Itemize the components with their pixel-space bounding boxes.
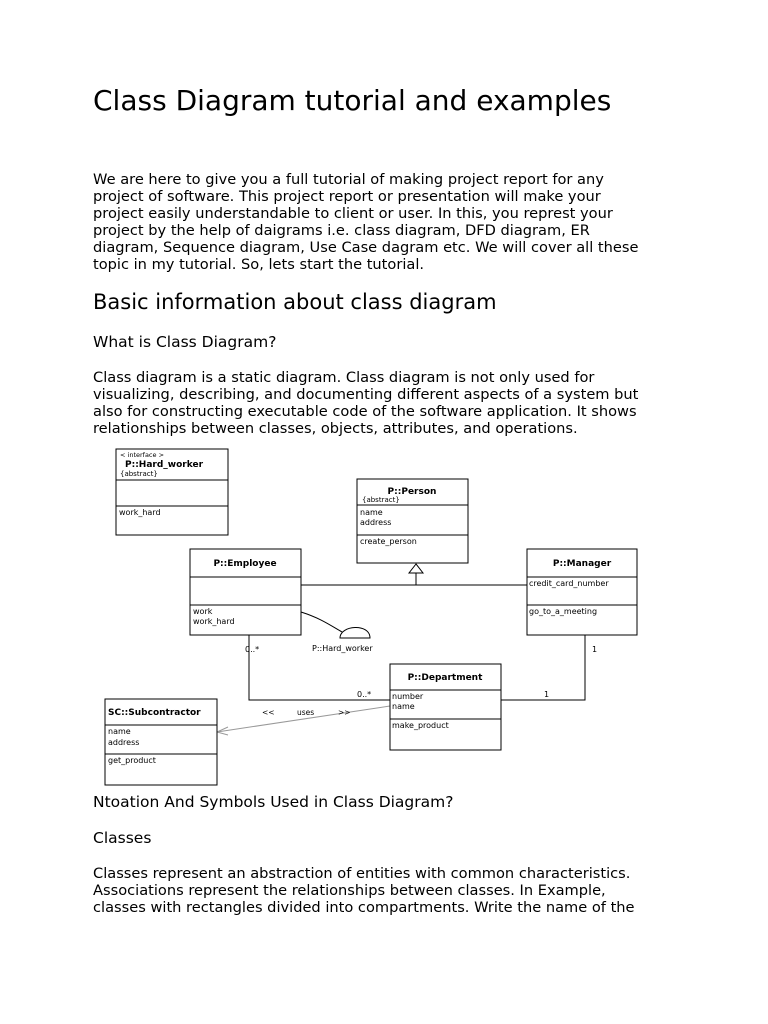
class-attribute: credit_card_number	[529, 579, 609, 588]
what-paragraph	[93, 369, 693, 437]
multiplicity-manager-department: 1	[544, 690, 550, 699]
page-title: Class Diagram tutorial and examples	[93, 84, 612, 117]
class-employee	[190, 549, 301, 635]
what-line: also for constructing executable code of the software application. It shows	[93, 403, 637, 420]
class-operation: go_to_a_meeting	[529, 607, 598, 616]
intro-line: project by the help of daigrams i.e. class diagram, DFD diagram, ER	[93, 222, 590, 239]
realization-line	[301, 612, 342, 632]
interface-label: P::Hard_worker	[312, 644, 373, 653]
uses-open-guillemet: <<	[262, 708, 275, 717]
class-diagram	[100, 445, 645, 790]
class-subcontractor	[105, 699, 217, 785]
classes-heading: Classes	[93, 829, 152, 847]
class-name: P::Hard_worker	[125, 460, 204, 470]
class-operation: work	[193, 607, 213, 616]
class-note: {abstract}	[120, 470, 158, 478]
uses-label: uses	[297, 708, 315, 717]
class-attribute: name	[392, 702, 415, 711]
classes-line: Classes represent an abstraction of entities with common characteristics.	[93, 865, 631, 882]
class-operation: work_hard	[119, 508, 161, 517]
class-name: P::Manager	[552, 559, 612, 569]
class-attribute: address	[108, 738, 140, 747]
employee-generalization-line	[301, 573, 416, 585]
class-attribute: name	[108, 727, 131, 736]
class-name: P::Person	[387, 487, 437, 497]
what-line: Class diagram is a static diagram. Class diagram is not only used for	[93, 369, 595, 386]
multiplicity-manager: 1	[592, 645, 598, 654]
class-name: P::Department	[407, 673, 483, 683]
multiplicity-department: 0..*	[357, 690, 372, 699]
manager-department-association	[501, 635, 585, 700]
class-attribute: name	[360, 508, 383, 517]
class-operation: create_person	[360, 537, 417, 546]
intro-line: project easily understandable to client or user. In this, you represt your	[93, 205, 613, 222]
intro-line: diagram, Sequence diagram, Use Case dagram etc. We will cover all these	[93, 239, 639, 256]
class-name: SC::Subcontractor	[108, 708, 201, 718]
generalization-arrowhead	[409, 564, 423, 573]
class-stereotype: < interface >	[120, 451, 165, 459]
class-person	[357, 479, 468, 563]
class-note: {abstract}	[362, 496, 400, 504]
interface-lollipop	[340, 627, 370, 638]
intro-paragraph	[93, 171, 693, 273]
class-name: P::Employee	[213, 559, 277, 569]
multiplicity-employee: 0..*	[245, 645, 260, 654]
uses-close-guillemet: >>	[338, 708, 351, 717]
class-operation: make_product	[392, 721, 449, 730]
class-operation: work_hard	[193, 617, 235, 626]
what-line: relationships between classes, objects, attributes, and operations.	[93, 420, 578, 437]
section-heading: Basic information about class diagram	[93, 290, 497, 314]
class-operation: get_product	[108, 756, 156, 765]
intro-line: We are here to give you a full tutorial of making project report for any	[93, 171, 604, 188]
class-manager	[527, 549, 637, 635]
class-hard-worker	[116, 449, 228, 535]
what-line: visualizing, describing, and documenting different aspects of a system but	[93, 386, 639, 403]
what-heading: What is Class Diagram?	[93, 333, 277, 351]
intro-line: project of software. This project report or presentation will make your	[93, 188, 601, 205]
class-attribute: number	[392, 692, 424, 701]
classes-line: classes with rectangles divided into compartments. Write the name of the	[93, 899, 635, 916]
classes-paragraph	[93, 865, 693, 916]
intro-line: topic in my tutorial. So, lets start the tutorial.	[93, 256, 425, 273]
notation-heading: Ntoation And Symbols Used in Class Diagram?	[93, 793, 454, 811]
classes-line: Associations represent the relationships between classes. In Example,	[93, 882, 606, 899]
class-attribute: address	[360, 518, 392, 527]
class-department	[390, 664, 501, 750]
